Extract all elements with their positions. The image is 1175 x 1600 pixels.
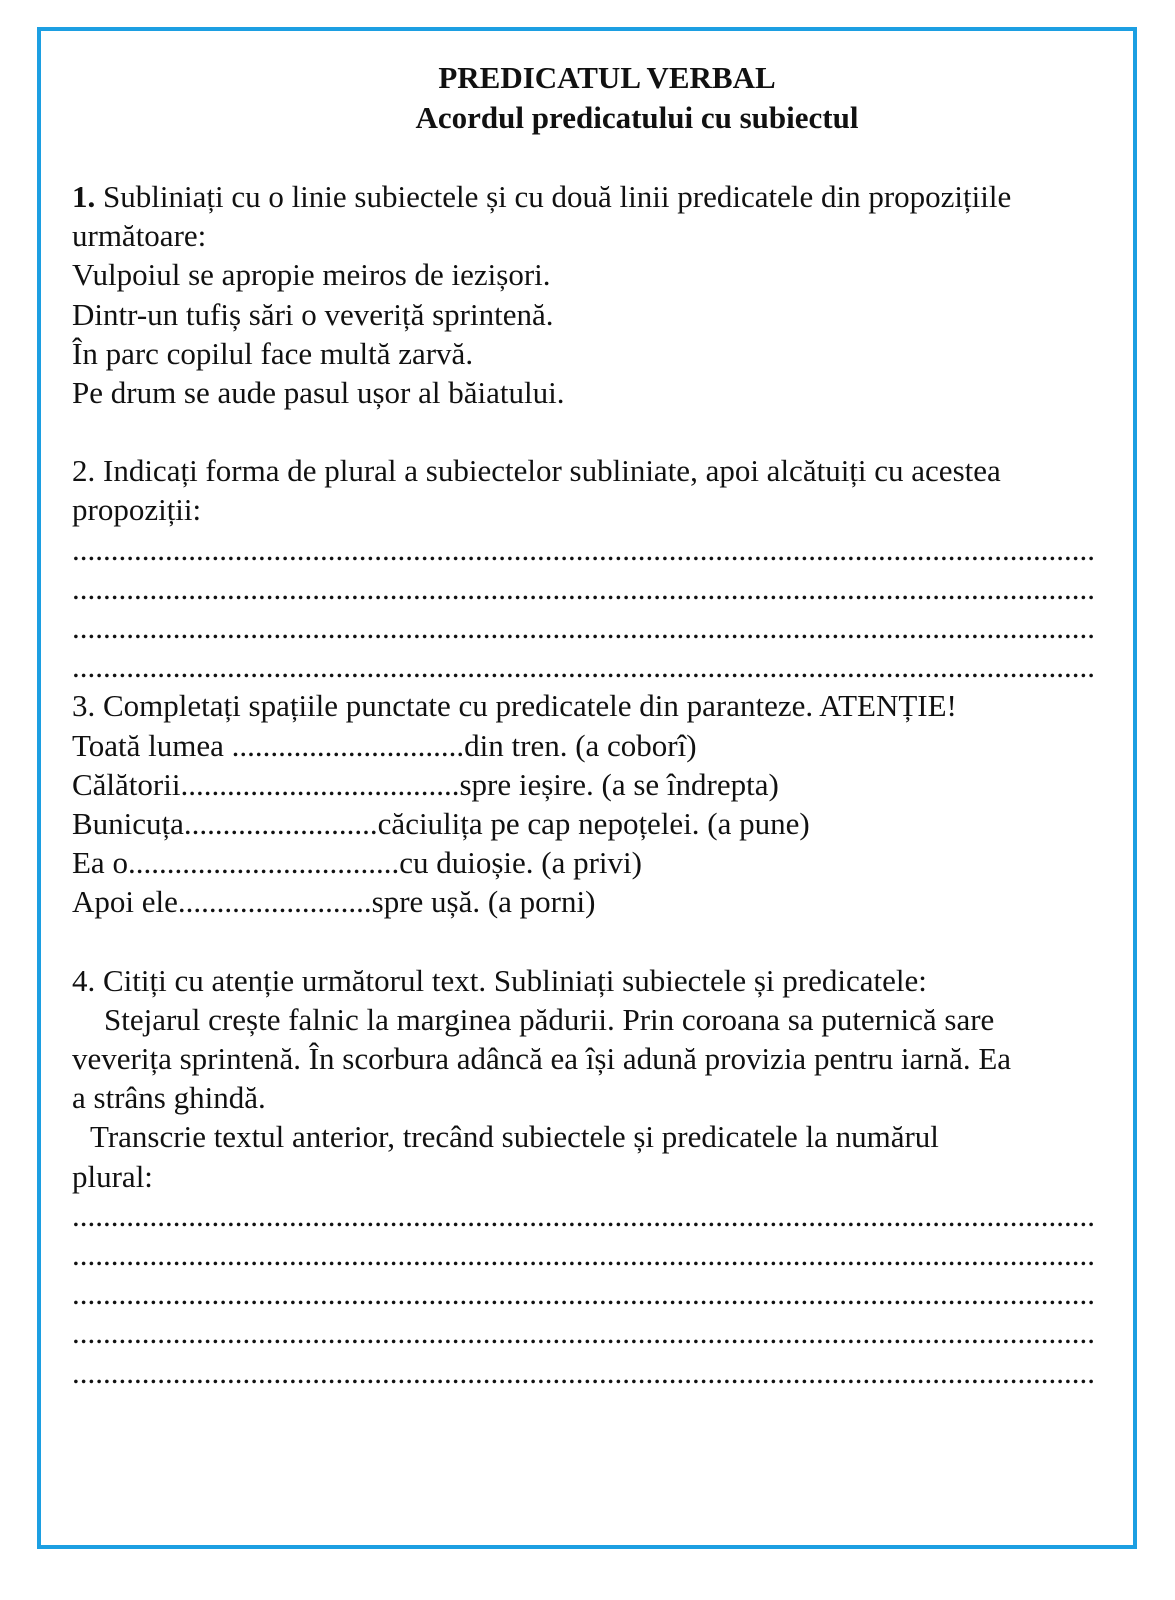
exercise-1-number: 1.	[72, 179, 96, 214]
answer-line[interactable]: ....................................................................................................................................	[72, 1354, 1095, 1390]
answer-line[interactable]: ....................................................................................................................................	[72, 531, 1095, 567]
exercise-1	[72, 177, 1102, 412]
answer-line[interactable]: ....................................................................................................................................	[72, 570, 1095, 606]
exercise-3	[72, 686, 1102, 921]
exercise-1-instruction-text: Subliniați cu o linie subiectele și cu două linii predicatele din propozițiile	[95, 179, 1012, 214]
fill-in-item[interactable]: Apoi ele.........................spre ușă. (a porni)	[72, 884, 596, 920]
reading-text-line: veverița sprintenă. În scorbura adâncă ea își adună provizia pentru iarnă. Ea	[72, 1041, 1012, 1077]
sentence: Vulpoiul se apropie meiros de iezișori.	[72, 257, 551, 293]
exercise-4-task: Transcrie textul anterior, trecând subiectele și predicatele la numărul	[90, 1119, 939, 1155]
answer-line[interactable]: ....................................................................................................................................	[72, 1276, 1095, 1312]
exercise-3-instruction: 3. Completați spațiile punctate cu predicatele din paranteze. ATENȚIE!	[72, 688, 957, 724]
spacer	[72, 138, 1102, 177]
fill-in-item[interactable]: Bunicuța.........................căciulița pe cap nepoțelei. (a pune)	[72, 806, 810, 842]
sentence: Dintr-un tufiș sări o veveriță sprintenă.	[72, 296, 554, 332]
fill-in-item[interactable]: Ea o...................................cu duioșie. (a privi)	[72, 845, 642, 881]
exercise-4	[72, 961, 1102, 1392]
fill-in-item[interactable]: Călătorii....................................spre ieșire. (a se îndrepta)	[72, 766, 779, 802]
answer-line[interactable]: ....................................................................................................................................	[72, 1237, 1095, 1273]
answer-line[interactable]: ....................................................................................................................................	[72, 649, 1095, 685]
sentence: În parc copilul face multă zarvă.	[72, 335, 474, 371]
sentence: Pe drum se aude pasul ușor al băiatului.	[72, 375, 565, 411]
exercise-4-task-cont: plural:	[72, 1158, 153, 1194]
spacer	[72, 922, 1102, 961]
reading-text-line: a strâns ghindă.	[72, 1080, 266, 1116]
page-title: PREDICATUL VERBAL	[438, 60, 776, 95]
exercise-1-instruction	[72, 177, 1102, 216]
reading-text-line: Stejarul crește falnic la marginea pădurii. Prin coroana sa puternică sare	[104, 1001, 995, 1037]
fill-in-item[interactable]: Toată lumea ..............................din tren. (a coborî)	[72, 727, 697, 763]
page-subtitle: Acordul predicatului cu subiectul	[415, 100, 859, 135]
worksheet-content	[72, 58, 1102, 1392]
answer-line[interactable]: ....................................................................................................................................	[72, 1197, 1095, 1233]
answer-line[interactable]: ....................................................................................................................................	[72, 1315, 1095, 1351]
answer-line[interactable]: ....................................................................................................................................	[72, 610, 1095, 646]
exercise-2-instruction-cont: propoziții:	[72, 492, 202, 528]
exercise-1-instruction-cont: următoare:	[72, 218, 207, 254]
exercise-2	[72, 451, 1102, 686]
exercise-4-instruction: 4. Citiți cu atenție următorul text. Subliniați subiectele și predicatele:	[72, 962, 927, 998]
exercise-2-instruction: 2. Indicați forma de plural a subiectelor subliniate, apoi alcătuiți cu acestea	[72, 453, 1001, 489]
spacer	[72, 412, 1102, 451]
